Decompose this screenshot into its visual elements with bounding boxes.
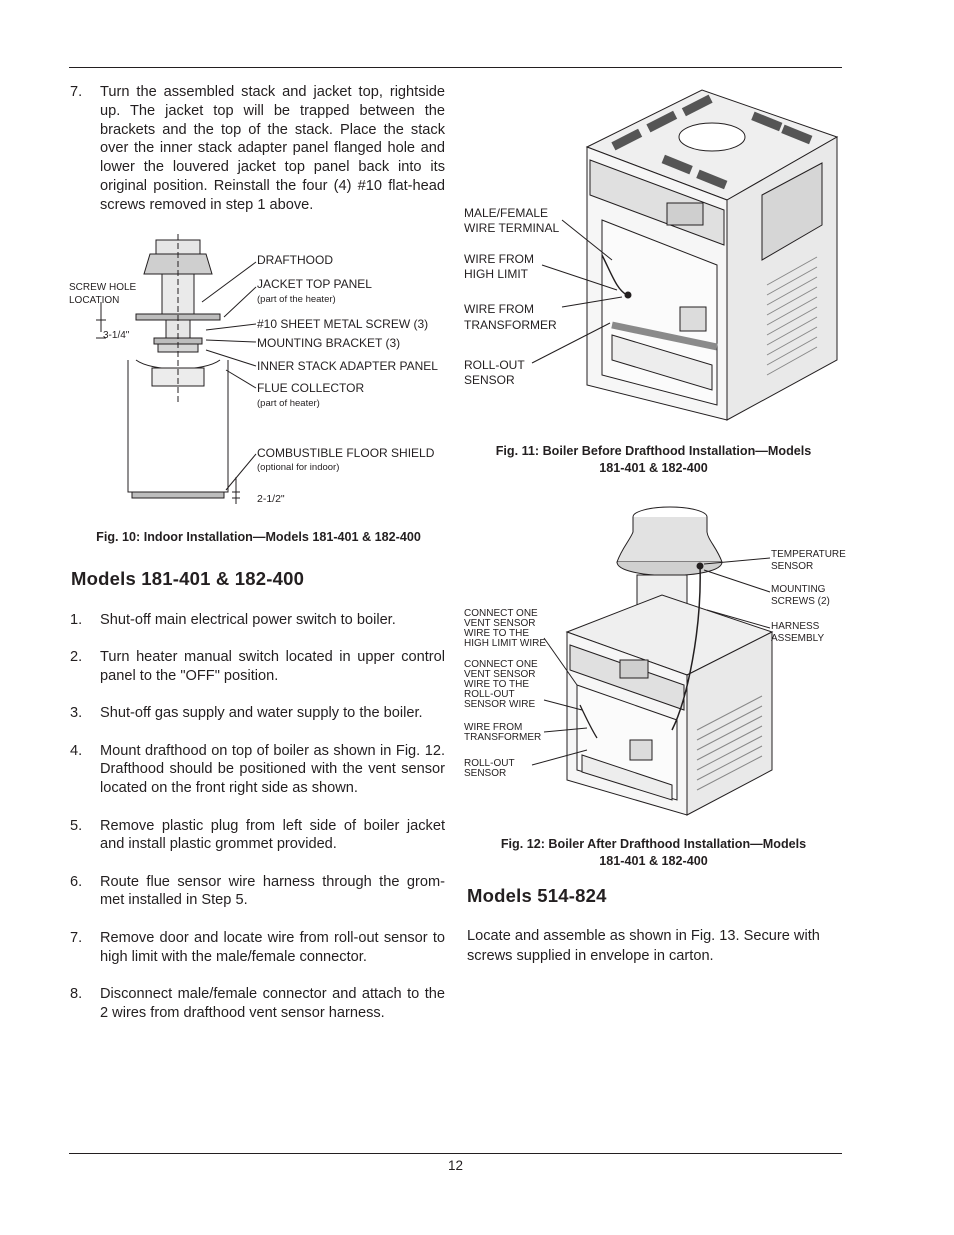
fig11-label-wire-high-2: HIGH LIMIT <box>464 267 529 281</box>
section-heading-models-181-401: Models 181-401 & 182-400 <box>71 568 305 589</box>
step-number: 5. <box>70 817 83 834</box>
step-number: 2. <box>70 649 83 666</box>
fig11-caption-line2: 181-401 & 182-400 <box>599 460 708 475</box>
step-7-block <box>70 83 445 215</box>
fig11-caption-line1: Fig. 11: Boiler Before Drafthood Installation—Models <box>495 444 812 458</box>
section-heading-models-514-824: Models 514-824 <box>467 885 607 906</box>
fig12-label-connect-a-1: CONNECT ONE <box>464 608 538 619</box>
fig12-label-temp-sensor-2: SENSOR <box>771 561 814 572</box>
fig10-label-dim-2-1-2: 2-1/2" <box>257 493 285 505</box>
fig11-label-rollout-2: SENSOR <box>464 373 515 387</box>
fig12-label-harness-1: HARNESS <box>771 621 820 632</box>
fig10-diagram <box>66 232 452 512</box>
step-text: Disconnect male/female connector and attach to the 2 wires from drafthood vent sensor harness. <box>100 985 445 1021</box>
fig11-label-rollout-1: ROLL-OUT <box>464 358 525 372</box>
fig12-caption-line1: Fig. 12: Boiler After Drafthood Installation—Models <box>500 837 807 851</box>
fig11-label-mf-terminal-2: WIRE TERMINAL <box>464 221 560 235</box>
step-number: 7. <box>70 929 83 946</box>
fig10-label-drafthood: DRAFTHOOD <box>257 253 333 267</box>
list-item <box>70 83 445 215</box>
fig12-label-mount-screws-2: SCREWS (2) <box>771 596 830 607</box>
fig11-label-wire-trans-2: TRANSFORMER <box>464 318 557 332</box>
fig12-caption-line2: 181-401 & 182-400 <box>599 853 708 868</box>
step-number: 1. <box>70 612 83 628</box>
fig10-label-screw-hole-2: LOCATION <box>69 295 120 306</box>
step-number: 8. <box>70 985 83 1002</box>
fig12-label-connect-a-2: VENT SENSOR <box>464 618 536 629</box>
fig12-label-harness-2: ASSEMBLY <box>771 633 825 644</box>
step-text: Turn the assembled stack and jacket top, rightside up. The jacket top will be trapped between the brackets and the top of the stack. Place the stack over the inner stack adapter panel flanged hole and lower the louvered jacket top panel back into its original position. Reinstall the four (4) #10 flat-head screws removed in step 1 above. <box>100 84 445 213</box>
step-text: Mount drafthood on top of boiler as shown in Fig. 12. Drafthood should be positioned with the vent sensor located on the front right side as shown. <box>100 742 445 797</box>
section-b-paragraph: Locate and assemble as shown in Fig. 13. Secure with screws supplied in envelope in carton. <box>467 928 820 964</box>
fig10-label-mounting-bracket: MOUNTING BRACKET (3) <box>257 336 401 350</box>
list-item <box>70 648 445 686</box>
fig12-label-wire-trans-2: TRANSFORMER <box>464 732 542 743</box>
step-text: Shut-off main electrical power switch to boiler. <box>100 612 396 628</box>
footer-rule <box>69 1153 842 1154</box>
section-a-steps <box>70 611 445 1022</box>
list-item <box>70 985 445 1023</box>
fig11-label-mf-terminal-1: MALE/FEMALE <box>464 206 549 220</box>
fig11-label-wire-high-1: WIRE FROM <box>464 252 534 266</box>
list-item <box>70 611 445 630</box>
fig11-label-wire-trans-1: WIRE FROM <box>464 302 534 316</box>
page-number: 12 <box>448 1158 464 1173</box>
fig10-caption: Fig. 10: Indoor Installation—Models 181-401 & 182-400 <box>96 530 421 544</box>
step-text: Remove door and locate wire from roll-out sensor to high limit with the male/female connector. <box>100 929 445 965</box>
fig10-label-screw-hole-1: SCREW HOLE <box>69 282 137 293</box>
fig12-label-connect-a-4: HIGH LIMIT WIRE <box>464 638 547 649</box>
fig10-label-floor-shield: COMBUSTIBLE FLOOR SHIELD <box>257 446 435 460</box>
list-item <box>70 742 445 798</box>
fig11-diagram <box>462 85 847 430</box>
fig10-label-sheet-metal-screw: #10 SHEET METAL SCREW (3) <box>257 317 429 331</box>
fig12-label-connect-b-5: SENSOR WIRE <box>464 699 536 710</box>
list-item <box>70 873 445 911</box>
fig12-label-rollout-1: ROLL-OUT <box>464 758 515 769</box>
fig11-caption <box>462 443 845 476</box>
step-number: 4. <box>70 742 83 759</box>
fig12-label-wire-trans-1: WIRE FROM <box>464 722 523 733</box>
list-item <box>70 929 445 967</box>
fig10-label-dim-3-1-4: 3-1/4" <box>103 330 130 341</box>
step-number: 6. <box>70 873 83 890</box>
fig12-label-connect-b-1: CONNECT ONE <box>464 659 538 670</box>
fig12-label-temp-sensor-1: TEMPERATURE <box>771 549 846 560</box>
fig10-label-jacket-top-panel: JACKET TOP PANEL <box>257 277 372 291</box>
fig12-label-connect-b-2: VENT SENSOR <box>464 669 536 680</box>
fig10-label-inner-stack: INNER STACK ADAPTER PANEL <box>257 359 438 373</box>
step-number: 7. <box>70 84 83 100</box>
fig12-label-connect-b-4: ROLL-OUT <box>464 689 515 700</box>
list-item <box>70 817 445 855</box>
fig10-label-jacket-top-panel-sub: (part of the heater) <box>257 294 336 305</box>
fig10-label-flue-collector: FLUE COLLECTOR <box>257 381 365 395</box>
fig12-label-mount-screws-1: MOUNTING <box>771 584 826 595</box>
fig12-label-rollout-2: SENSOR <box>464 768 507 779</box>
fig10-label-flue-collector-sub: (part of heater) <box>257 398 320 409</box>
fig10-label-floor-shield-sub: (optional for indoor) <box>257 462 340 473</box>
step-text: Turn heater manual switch located in upper control panel to the "OFF" position. <box>100 649 445 685</box>
header-rule <box>69 67 842 68</box>
fig12-label-connect-a-3: WIRE TO THE <box>464 628 530 639</box>
list-item <box>70 704 445 723</box>
step-text: Shut-off gas supply and water supply to the boiler. <box>100 705 423 722</box>
fig12-caption <box>462 836 845 869</box>
step-text: Remove plastic plug from left side of boiler jacket and install plastic grommet provided. <box>100 817 445 853</box>
step-number: 3. <box>70 705 83 722</box>
fig12-label-connect-b-3: WIRE TO THE <box>464 679 530 690</box>
step-text: Route flue sensor wire harness through the grom-met installed in Step 5. <box>100 873 445 909</box>
fig12-diagram <box>462 500 847 822</box>
